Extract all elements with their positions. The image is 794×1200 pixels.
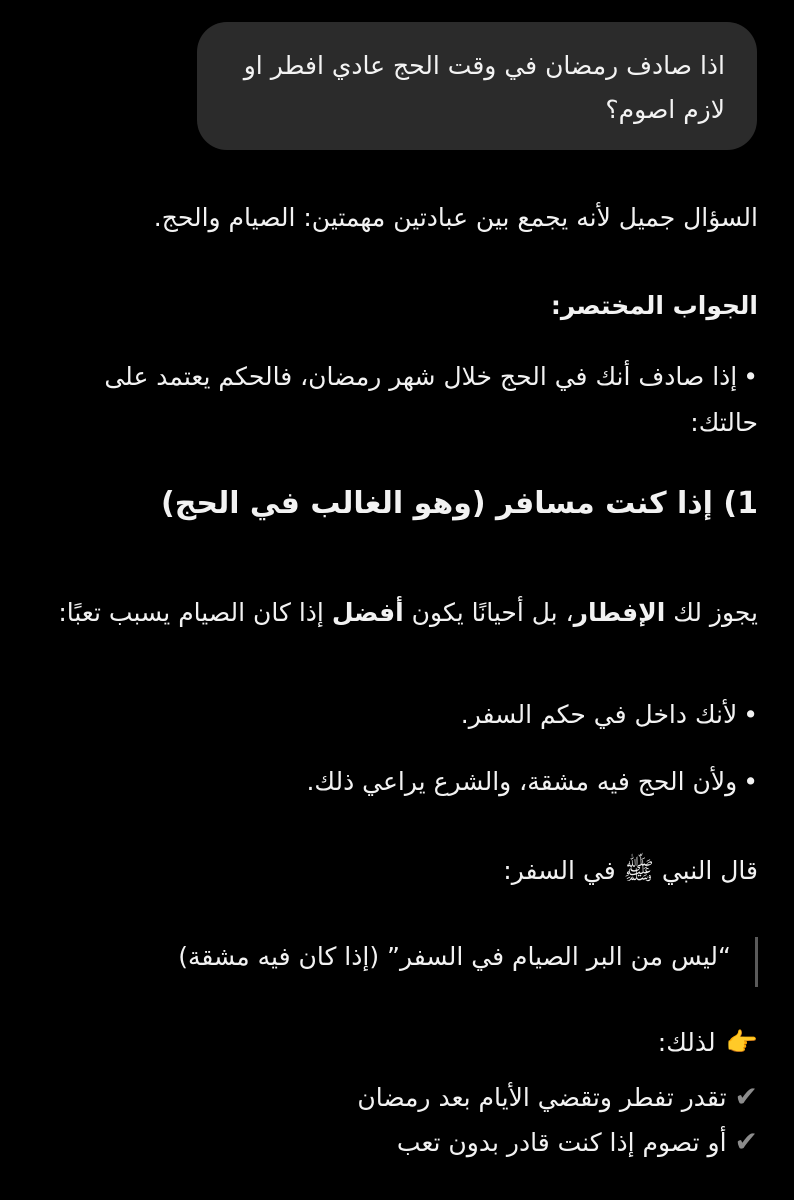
- bullet-icon: •: [743, 767, 758, 796]
- hadith-intro: قال النبي ﷺ في السفر:: [503, 856, 758, 885]
- short-answer-heading: الجواب المختصر:: [550, 291, 758, 320]
- bullet-icon: •: [743, 700, 758, 729]
- allow-bold-iftar: الإفطار: [573, 598, 666, 627]
- allow-text-3: إذا كان الصيام يسبب تعبًا:: [58, 598, 332, 627]
- option-item-2: [397, 1125, 758, 1158]
- user-message-text: اذا صادف رمضان في وقت الحج عادي افطر او لازم اصوم؟: [243, 51, 725, 124]
- hadith-quote: “ليس من البر الصيام في السفر” (إذا كان فيه مشقة): [178, 942, 731, 971]
- bullet-intro: [68, 354, 758, 446]
- allow-bold-better: أفضل: [331, 598, 404, 627]
- pointing-hand-icon: 👉: [725, 1028, 758, 1058]
- bullet-intro-text: إذا صادف أنك في الحج خلال شهر رمضان، فالحكم يعتمد على حالتك:: [104, 362, 758, 437]
- conclusion-text: لذلك:: [657, 1028, 716, 1057]
- bullet-icon: •: [743, 362, 758, 391]
- section-heading: 1) إذا كنت مسافر (وهو الغالب في الحج): [160, 486, 758, 521]
- reason-item-2: [306, 767, 758, 796]
- check-mark-icon: ✔: [734, 1080, 758, 1113]
- option-text: أو تصوم إذا كنت قادر بدون تعب: [396, 1128, 727, 1157]
- allow-text-1: يجوز لك: [665, 598, 758, 627]
- reason-text: لأنك داخل في حكم السفر.: [460, 700, 738, 729]
- allow-paragraph: [38, 590, 758, 636]
- user-message-bubble: [197, 22, 757, 150]
- blockquote-bar: [755, 937, 758, 987]
- allow-text-2: ، بل أحيانًا يكون: [403, 598, 574, 627]
- option-text: تقدر تفطر وتقضي الأيام بعد رمضان: [357, 1083, 727, 1112]
- option-item-1: [357, 1080, 758, 1113]
- check-mark-icon: ✔: [734, 1125, 758, 1158]
- reason-item-1: [461, 700, 758, 729]
- conclusion-label: [658, 1028, 758, 1058]
- answer-intro: السؤال جميل لأنه يجمع بين عبادتين مهمتين: الصيام والحج.: [153, 203, 758, 232]
- reason-text: ولأن الحج فيه مشقة، والشرع يراعي ذلك.: [306, 767, 738, 796]
